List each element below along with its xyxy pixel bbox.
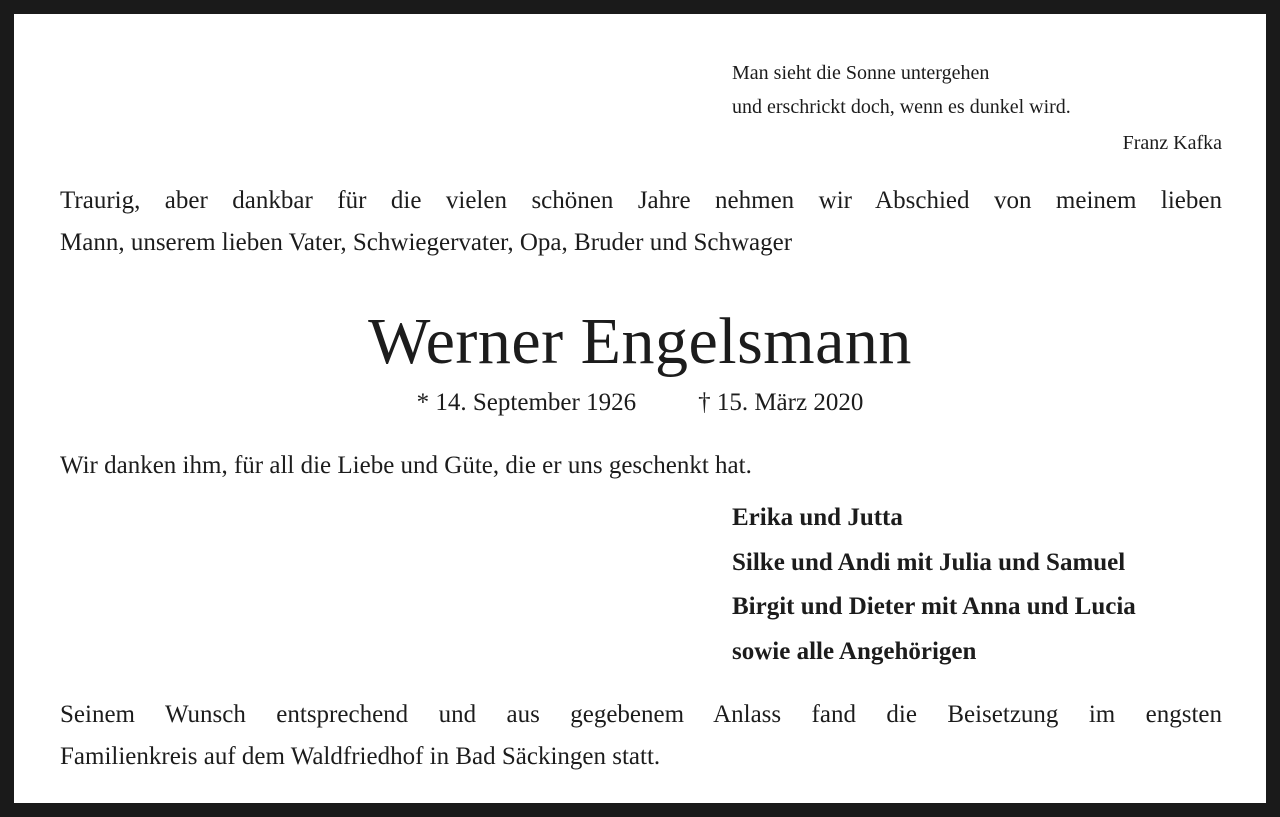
quote-line-1: Man sieht die Sonne untergehen (732, 62, 990, 84)
closing-line-2: Familienkreis auf dem Waldfriedhof in Bad Säckingen statt. (60, 743, 661, 770)
intro-paragraph (60, 180, 1222, 264)
closing-paragraph (60, 694, 1222, 778)
intro-line-2: Mann, unserem lieben Vater, Schwiegervater, Opa, Bruder und Schwager (60, 229, 793, 256)
mourner-entry: Birgit und Dieter mit Anna und Lucia (732, 593, 1136, 620)
epigraph-quote (732, 56, 1222, 160)
obituary-notice (14, 14, 1266, 803)
intro-line-1: Traurig, aber dankbar für die vielen schönen Jahre nehmen wir Abschied von meinem lieben (60, 187, 1222, 214)
life-dates (14, 384, 1266, 422)
closing-line-1: Seinem Wunsch entsprechend und aus gegebenem Anlass fand die Beisetzung im engsten (60, 701, 1222, 728)
deceased-name: Werner Engelsmann (368, 305, 912, 378)
birth-date: * 14. September 1926 (416, 389, 637, 416)
thanks-line: Wir danken ihm, für all die Liebe und Güte, die er uns geschenkt hat. (60, 452, 752, 479)
death-date: † 15. März 2020 (698, 389, 864, 416)
quote-line-2: und erschrickt doch, wenn es dunkel wird. (732, 96, 1071, 118)
mourner-entry: sowie alle Angehörigen (732, 637, 977, 665)
quote-author: Franz Kafka (1122, 132, 1222, 154)
mourners-list (732, 496, 1136, 674)
mourner-entry: Silke und Andi mit Julia und Samuel (732, 548, 1126, 576)
mourner-entry: Erika und Jutta (732, 504, 903, 531)
